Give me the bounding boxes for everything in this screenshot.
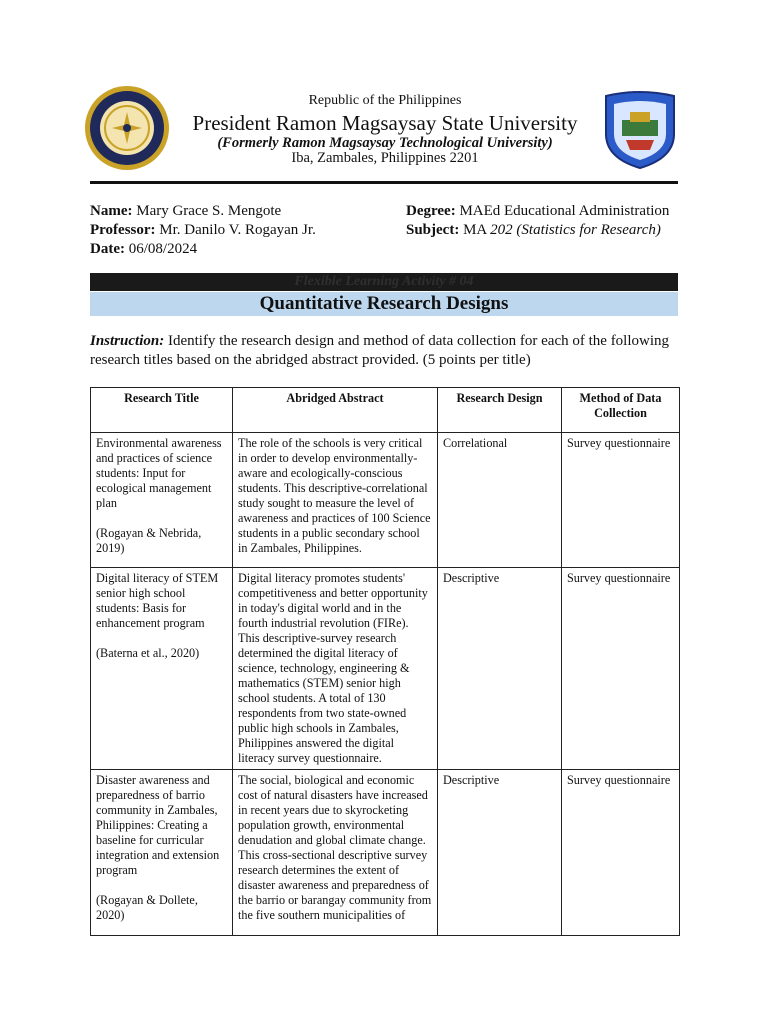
subject-label: Subject: bbox=[406, 222, 460, 238]
table-row bbox=[91, 433, 680, 568]
activity-banner: Flexible Learning Activity # 04 bbox=[90, 273, 678, 291]
abstract-cell: The role of the schools is very critical in order to develop environmentally-aware and ecologically-conscious students. This descriptive-correlational study sought to measure the level of awareness and practices of 100 Science students in a public secondary school in Zambales, Philippines. bbox=[233, 433, 438, 568]
citation: (Rogayan & Nebrida, 2019) bbox=[96, 526, 202, 555]
citation: (Baterna et al., 2020) bbox=[96, 646, 200, 660]
header-method: Method of Data Collection bbox=[562, 388, 680, 433]
abstract-cell: Digital literacy promotes students' competitiveness and better opportunity in today's digital world and in the fourth industrial revolution (FIRe). This descriptive-survey research determined the digital literacy of science, technology, engineering & mathematics (STEM) senior high school students. A total of 130 respondents from two state-owned public high schools in Zambales, Philippines answered the digital literacy survey questionnaire. bbox=[233, 568, 438, 770]
info-left bbox=[90, 202, 316, 259]
design-cell: Correlational bbox=[438, 433, 562, 568]
university-address: Iba, Zambales, Philippines 2201 bbox=[291, 150, 479, 166]
republic-line: Republic of the Philippines bbox=[308, 93, 462, 108]
header-divider bbox=[90, 181, 678, 184]
university-name: President Ramon Magsaysay State University bbox=[192, 111, 578, 135]
table-header-row bbox=[91, 388, 680, 433]
table-row bbox=[91, 568, 680, 770]
method-cell: Survey questionnaire bbox=[562, 568, 680, 770]
date-label: Date: bbox=[90, 241, 125, 257]
college-shield-icon bbox=[600, 90, 680, 170]
research-title-cell bbox=[91, 433, 233, 568]
research-title-cell bbox=[91, 770, 233, 936]
name-row bbox=[90, 202, 316, 221]
research-title-cell bbox=[91, 568, 233, 770]
degree-value: MAEd Educational Administration bbox=[459, 203, 670, 219]
activity-title: Quantitative Research Designs bbox=[90, 292, 678, 316]
subject-value: 202 (Statistics for Research) bbox=[490, 222, 661, 238]
header-abridged-abstract: Abridged Abstract bbox=[233, 388, 438, 433]
instruction-label: Instruction: bbox=[90, 333, 165, 349]
research-title: Disaster awareness and preparedness of barrio community in Zambales, Philippines: Creating a baseline for curricular integration and extension program bbox=[96, 773, 220, 877]
instruction-text: Identify the research design and method of data collection for each of the following research titles based on the abridged abstract provided. (5 points per title) bbox=[90, 333, 670, 368]
name-value: Mary Grace S. Mengote bbox=[136, 203, 282, 219]
name-label: Name: bbox=[90, 203, 133, 219]
header-research-title: Research Title bbox=[91, 388, 233, 433]
date-row bbox=[90, 240, 316, 259]
abstract-cell bbox=[233, 770, 438, 936]
subject-code: MA bbox=[463, 222, 487, 238]
table-row bbox=[91, 770, 680, 936]
degree-label: Degree: bbox=[406, 203, 456, 219]
research-title: Environmental awareness and practices of science students: Input for ecological management plan bbox=[96, 436, 222, 510]
professor-row bbox=[90, 221, 316, 240]
former-name: (Formerly Ramon Magsaysay Technological University) bbox=[217, 135, 553, 151]
abstract-text: The social, biological and economic cost of natural disasters have increased in recent years due to skyrocketing population growth, environmental denudation and global climate change. This cross-sectional descriptive survey research determines the extent of disaster awareness and preparedness of the barrio or barangay community from the five southern municipalities of bbox=[238, 773, 432, 922]
method-cell: Survey questionnaire bbox=[562, 770, 680, 936]
degree-row bbox=[406, 202, 669, 221]
header-research-design: Research Design bbox=[438, 388, 562, 433]
date-value: 06/08/2024 bbox=[128, 241, 198, 257]
prmsu-seal-icon bbox=[84, 85, 170, 171]
research-table bbox=[90, 387, 680, 936]
subject-row bbox=[406, 221, 669, 240]
professor-value: Mr. Danilo V. Rogayan Jr. bbox=[159, 222, 316, 238]
design-cell: Descriptive bbox=[438, 770, 562, 936]
instruction bbox=[90, 332, 680, 370]
research-title: Digital literacy of STEM senior high school students: Basis for enhancement program bbox=[96, 571, 219, 630]
professor-label: Professor: bbox=[90, 222, 156, 238]
design-cell: Descriptive bbox=[438, 568, 562, 770]
citation: (Rogayan & Dollete, 2020) bbox=[96, 893, 198, 922]
info-right bbox=[406, 202, 669, 240]
method-cell: Survey questionnaire bbox=[562, 433, 680, 568]
